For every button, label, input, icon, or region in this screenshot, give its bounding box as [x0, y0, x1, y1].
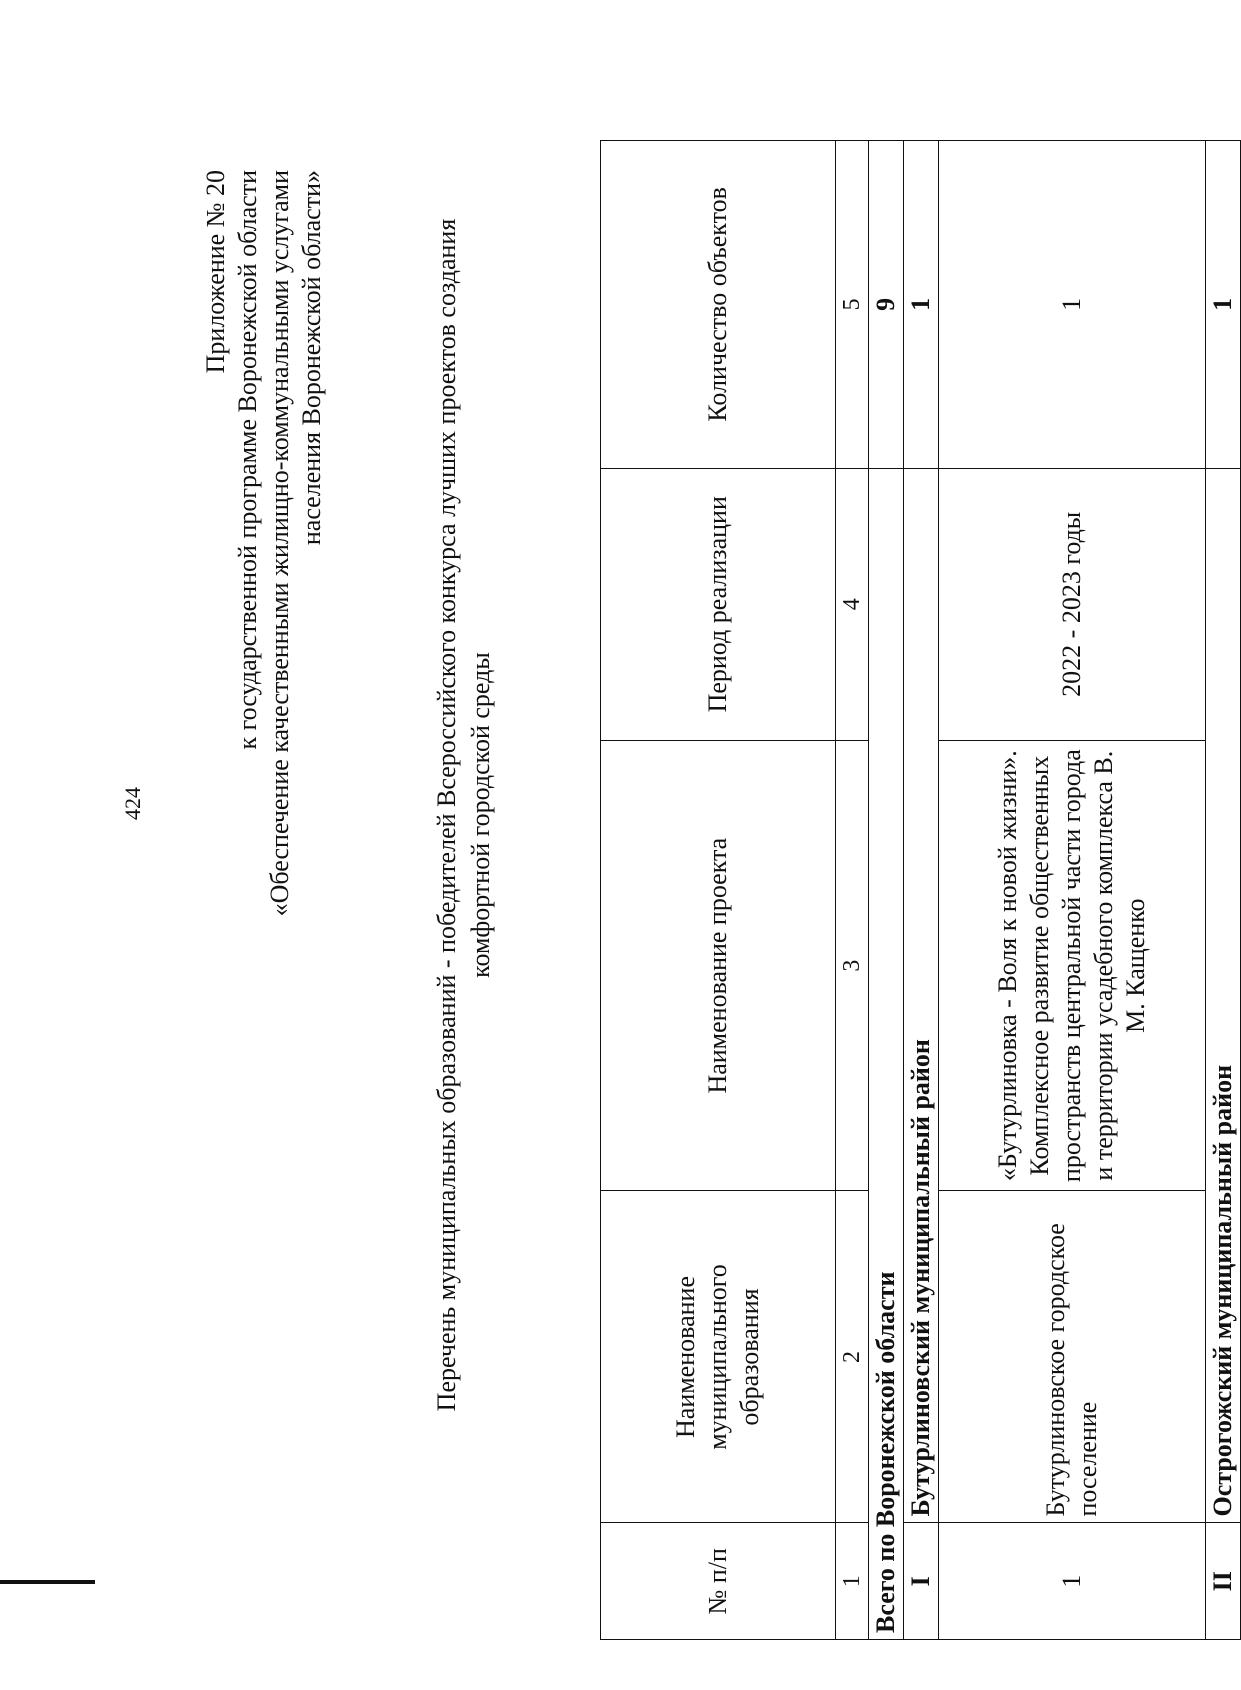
total-count: 9: [869, 141, 904, 469]
table-row-district-1: [904, 141, 939, 1640]
appendix-line-4: населения Воронежской области»: [297, 170, 326, 546]
row-1-project: «Бутурлиновка - Воля к новой жизни». Комплексное развитие общественных пространств центральной части города и территории усадебного комплекса В. М. Кащенко: [939, 740, 1206, 1191]
header-number: № п/п: [601, 1523, 836, 1640]
table-header-row: [601, 141, 836, 1640]
column-number-5: 5: [836, 141, 869, 469]
total-label: Всего по Воронежской области: [869, 468, 904, 1639]
header-project: Наименование проекта: [601, 740, 836, 1191]
column-number-4: 4: [836, 468, 869, 740]
district-2-number: II: [1206, 1523, 1241, 1640]
table-row: [939, 141, 1206, 1640]
municipalities-table: [600, 140, 1241, 1640]
district-1-number: I: [904, 1523, 939, 1640]
column-number-1: 1: [836, 1523, 869, 1640]
appendix-line-2: к государственной программе Воронежской области: [233, 170, 262, 750]
column-number-3: 3: [836, 740, 869, 1191]
title-line-2: комфортной городской среды: [466, 652, 495, 978]
district-1-count: 1: [904, 141, 939, 469]
scan-edge-mark: [0, 1580, 95, 1584]
row-1-count: 1: [939, 141, 1206, 469]
district-2-count: 1: [1206, 141, 1241, 469]
title-line-1: Перечень муниципальных образований - победителей Всероссийского конкурса лучших проектов создания: [432, 218, 461, 1412]
row-1-number: 1: [939, 1523, 1206, 1640]
appendix-header: [200, 170, 328, 1070]
document-title: [430, 140, 498, 1490]
table-row-total: [869, 141, 904, 1640]
appendix-line-3: «Обеспечение качественными жилищно-коммунальными услугами: [265, 170, 294, 917]
district-2-name: Острогожский муниципальный район: [1206, 468, 1241, 1523]
appendix-line-1: Приложение № 20: [201, 170, 230, 374]
column-number-2: 2: [836, 1191, 869, 1523]
header-municipality: Наименование муниципального образования: [601, 1191, 836, 1523]
table-column-numbers-row: [836, 141, 869, 1640]
page-number: 424: [120, 787, 145, 820]
header-period: Период реализации: [601, 468, 836, 740]
table-row-district-2: [1206, 141, 1241, 1640]
row-1-period: 2022 - 2023 годы: [939, 468, 1206, 740]
district-1-name: Бутурлиновский муниципальный район: [904, 468, 939, 1523]
row-1-municipality: Бутурлиновское городское поселение: [939, 1191, 1206, 1523]
document-page: [50, 80, 1237, 1640]
header-count: Количество объектов: [601, 141, 836, 469]
